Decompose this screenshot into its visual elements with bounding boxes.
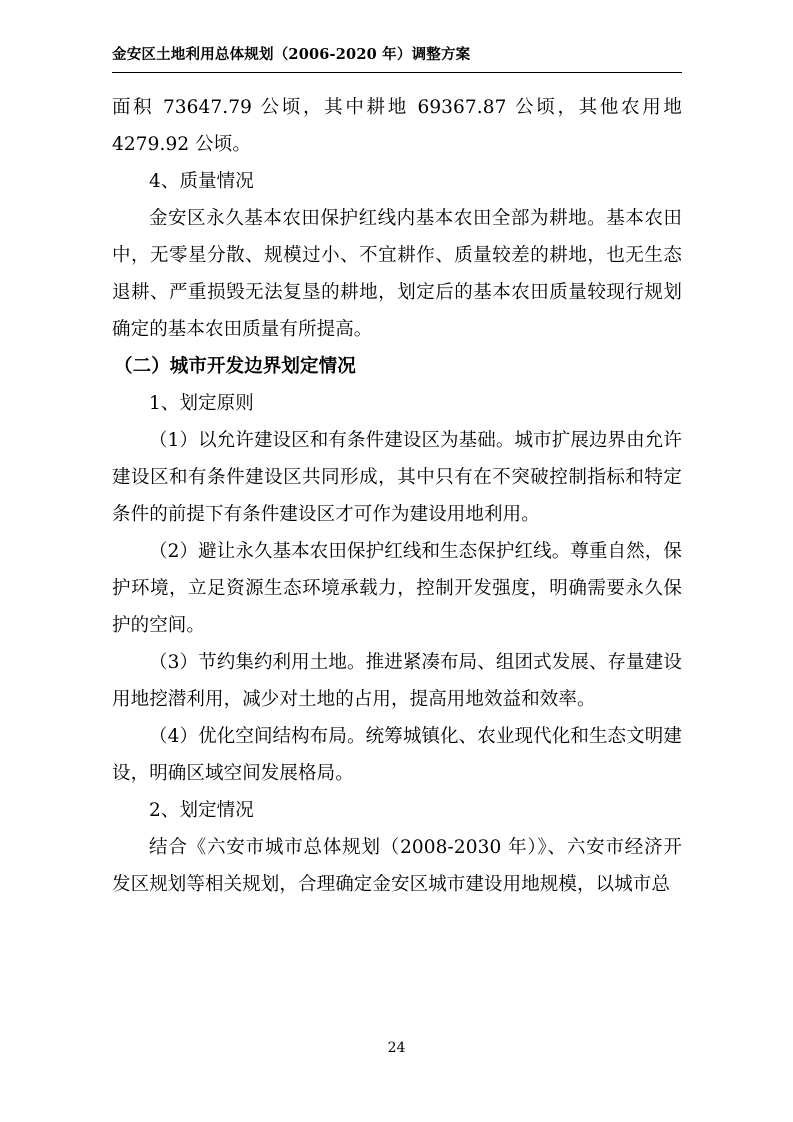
paragraph-quality-body: 金安区永久基本农田保护红线内基本农田全部为耕地。基本农田中，无零星分散、规模过小、不宜耕作、质量较差的耕地，也无生态退耕、严重损毁无法复垦的耕地，划定后的基本农田质量较现行规划确定的基本农田质量有所提高。 [112, 207, 682, 340]
section-heading-urban-boundary: （二）城市开发边界划定情况 [114, 355, 356, 377]
page-header-title: 金安区土地利用总体规划（2006-2020 年）调整方案 [112, 46, 471, 63]
paragraph-situation-body: 结合《六安市城市总体规划（2008-2030 年）》、六安市经济开发区规划等相关规划，合理确定金安区城市建设用地规模，以城市总 [112, 836, 682, 895]
paragraph-area: 面积 73647.79 公顷，其中耕地 69367.87 公顷，其他农用地 4279.92 公顷。 [112, 96, 682, 155]
paragraph-principle-3: （3）节约集约利用土地。推进紧凑布局、组团式发展、存量建设用地挖潜利用，减少对土地的占用，提高用地效益和效率。 [112, 651, 682, 710]
paragraph-principle-1: （1）以允许建设区和有条件建设区为基础。城市扩展边界由允许建设区和有条件建设区共同形成，其中只有在不突破控制指标和特定条件的前提下有条件建设区才可作为建设用地利用。 [112, 429, 682, 525]
page-content [112, 44, 682, 903]
paragraph-quality-heading: 4、质量情况 [149, 170, 254, 192]
paragraph-principle-2: （2）避让永久基本农田保护红线和生态保护红线。尊重自然，保护环境，立足资源生态环境承载力，控制开发强度，明确需要永久保护的空间。 [112, 540, 682, 636]
paragraph-principle-4: （4）优化空间结构布局。统筹城镇化、农业现代化和生态文明建设，明确区域空间发展格局。 [112, 725, 682, 784]
paragraph-situation-heading: 2、划定情况 [149, 799, 254, 821]
header-divider [112, 72, 682, 73]
paragraph-principle-heading: 1、划定原则 [149, 392, 254, 414]
page-number: 24 [387, 1040, 406, 1056]
